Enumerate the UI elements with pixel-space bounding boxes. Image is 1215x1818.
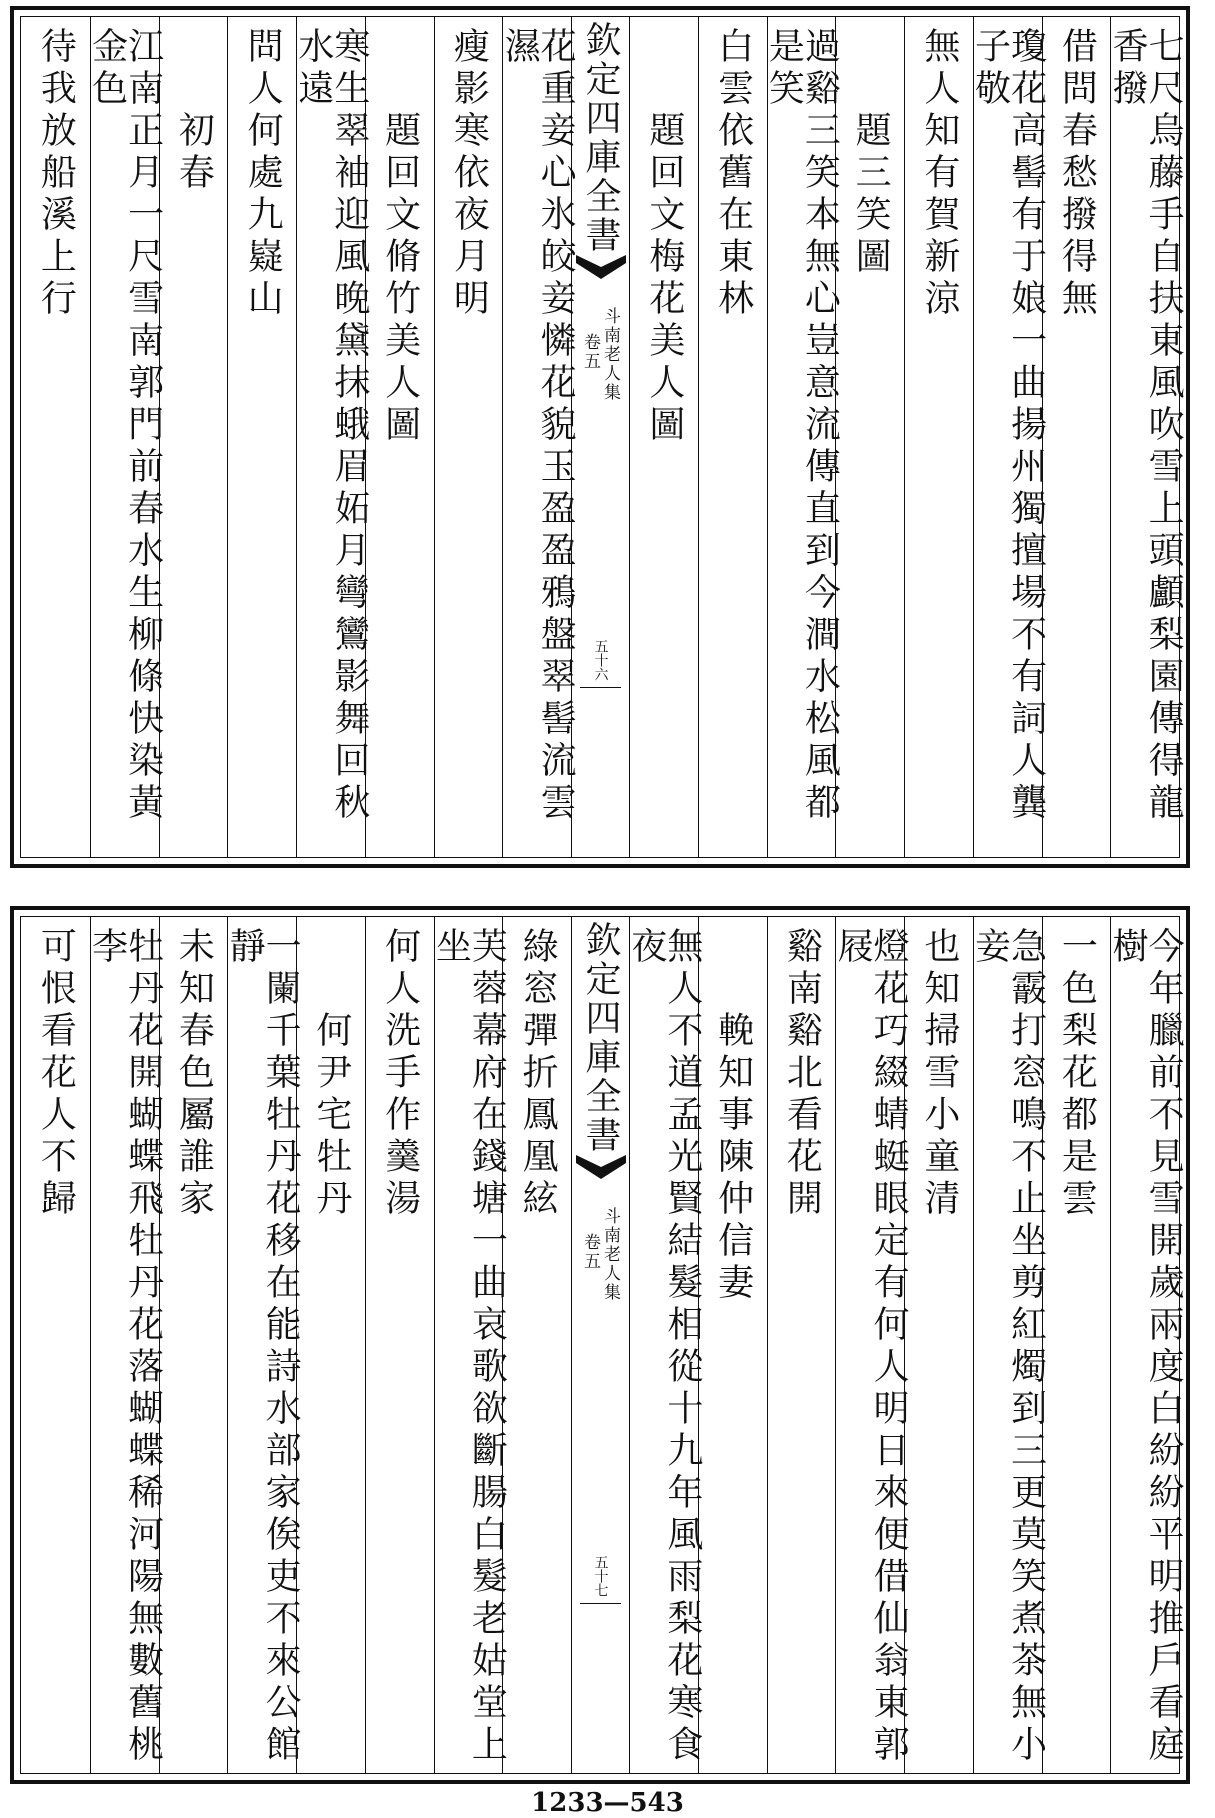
text-column bbox=[21, 17, 90, 857]
spine-collection: 斗南老人集 bbox=[600, 307, 620, 402]
text-column bbox=[430, 917, 508, 1773]
poem-line: 一色梨花都是雲 bbox=[1056, 927, 1098, 1221]
text-column bbox=[698, 917, 767, 1773]
fishtail-mark-icon bbox=[576, 1153, 626, 1181]
poem-title: 初春 bbox=[173, 111, 215, 195]
poem-line: 無人不道孟光賢結髮相從十九年風雨梨花寒食夜 bbox=[625, 927, 703, 1767]
spine-title: 欽定四庫全書 bbox=[580, 921, 621, 1155]
fishtail-mark-icon bbox=[576, 253, 626, 281]
text-column bbox=[365, 17, 434, 857]
text-column bbox=[159, 17, 228, 857]
poem-line: 急霰打窓鳴不止坐剪紅燭到三更莫笑煮茶無小妾 bbox=[969, 927, 1047, 1767]
text-column bbox=[159, 917, 228, 1773]
poem-line: 花重妾心氷皎妾憐花貌玉盈盈鴉盤翠髻流雲濕 bbox=[499, 27, 577, 825]
text-column bbox=[224, 917, 302, 1773]
poem-line: 無人知有賀新涼 bbox=[918, 27, 960, 321]
text-column bbox=[1042, 917, 1111, 1773]
spine-volume: 卷五 bbox=[580, 333, 600, 371]
text-column bbox=[698, 17, 767, 857]
text-column bbox=[502, 917, 571, 1773]
text-column bbox=[86, 917, 164, 1773]
spine-collection: 斗南老人集 bbox=[600, 1207, 620, 1302]
poem-line: 芙蓉幕府在錢塘一曲哀歌欲斷腸白髮老姑堂上坐 bbox=[430, 927, 508, 1767]
poem-line: 問人何處九嶷山 bbox=[242, 27, 284, 321]
poem-line: 過谿三笑本無心豈意流傳直到今澗水松風都是笑 bbox=[763, 27, 841, 825]
spine-column bbox=[571, 917, 629, 1773]
page-reference: 1233—543 bbox=[531, 1788, 684, 1818]
text-column bbox=[1107, 17, 1185, 857]
poem-line: 待我放船溪上行 bbox=[35, 27, 77, 321]
poem-title: 題回文脩竹美人圖 bbox=[379, 111, 421, 447]
poem-line: 也知掃雪小童清 bbox=[918, 927, 960, 1221]
text-column bbox=[763, 17, 841, 857]
text-column bbox=[832, 917, 910, 1773]
poem-line: 牡丹花開蝴蝶飛牡丹花落蝴蝶稀河陽無數舊桃李 bbox=[86, 927, 164, 1767]
poem-line: 借問春愁撥得無 bbox=[1056, 27, 1098, 321]
poem-line: 一闌千葉牡丹花移在能詩水部家俟吏不來公館靜 bbox=[224, 927, 302, 1767]
text-column bbox=[904, 17, 973, 857]
spine-page-number: 五十七 bbox=[592, 1555, 609, 1597]
text-column bbox=[292, 17, 370, 857]
poem-line: 瘦影寒依夜月明 bbox=[448, 27, 490, 321]
poem-line: 寒生翠袖迎風晚黛抹蛾眉妬月彎鸞影舞回秋水遠 bbox=[292, 27, 370, 825]
poem-line: 可恨看花人不歸 bbox=[35, 927, 77, 1221]
text-column bbox=[625, 917, 703, 1773]
spine-volume: 卷五 bbox=[580, 1233, 600, 1271]
poem-title: 題三笑圖 bbox=[850, 111, 892, 279]
poem-line: 今年臘前不見雪開歲兩度白紛紛平明推戶看庭樹 bbox=[1107, 927, 1185, 1767]
poem-line: 七尺烏藤手自扶東風吹雪上頭顱梨園傳得龍香撥 bbox=[1107, 27, 1185, 825]
poem-line: 燈花巧綴蜻蜓眼定有何人明日來便借仙翁東郭屐 bbox=[832, 927, 910, 1767]
spine-column bbox=[571, 17, 629, 857]
bottom-page-frame bbox=[20, 916, 1185, 1774]
poem-title: 輓知事陳仲信妻 bbox=[712, 1011, 754, 1305]
text-column bbox=[1107, 917, 1185, 1773]
text-column bbox=[629, 17, 698, 857]
poem-line: 未知春色屬誰家 bbox=[173, 927, 215, 1221]
text-column bbox=[1042, 17, 1111, 857]
poem-line: 何人洗手作羹湯 bbox=[379, 927, 421, 1221]
poem-title: 題回文梅花美人圖 bbox=[643, 111, 685, 447]
text-column bbox=[969, 917, 1047, 1773]
text-column bbox=[365, 917, 434, 1773]
poem-line: 瓊花高髻有于娘一曲揚州獨擅場不有詞人龔子敬 bbox=[969, 27, 1047, 825]
poem-line: 谿南谿北看花開 bbox=[781, 927, 823, 1221]
top-page-frame bbox=[20, 16, 1185, 858]
spine-title: 欽定四庫全書 bbox=[580, 21, 621, 255]
text-column bbox=[296, 917, 365, 1773]
spine-divider bbox=[580, 1603, 621, 1604]
text-column bbox=[434, 17, 503, 857]
text-column bbox=[21, 917, 90, 1773]
poem-title: 何尹宅牡丹 bbox=[310, 1011, 352, 1221]
spine-divider bbox=[580, 687, 621, 688]
poem-line: 綠窓彈折鳳凰絃 bbox=[517, 927, 559, 1221]
text-column bbox=[499, 17, 577, 857]
text-column bbox=[767, 917, 836, 1773]
poem-line: 江南正月一尺雪南郭門前春水生柳條快染黃金色 bbox=[86, 27, 164, 825]
text-column bbox=[227, 17, 296, 857]
text-column bbox=[904, 917, 973, 1773]
text-column bbox=[969, 17, 1047, 857]
poem-line: 白雲依舊在東林 bbox=[712, 27, 754, 321]
bottom-page bbox=[10, 906, 1190, 1784]
text-column bbox=[86, 17, 164, 857]
text-column bbox=[835, 17, 904, 857]
spine-page-number: 五十六 bbox=[592, 639, 609, 681]
top-page bbox=[10, 6, 1190, 868]
